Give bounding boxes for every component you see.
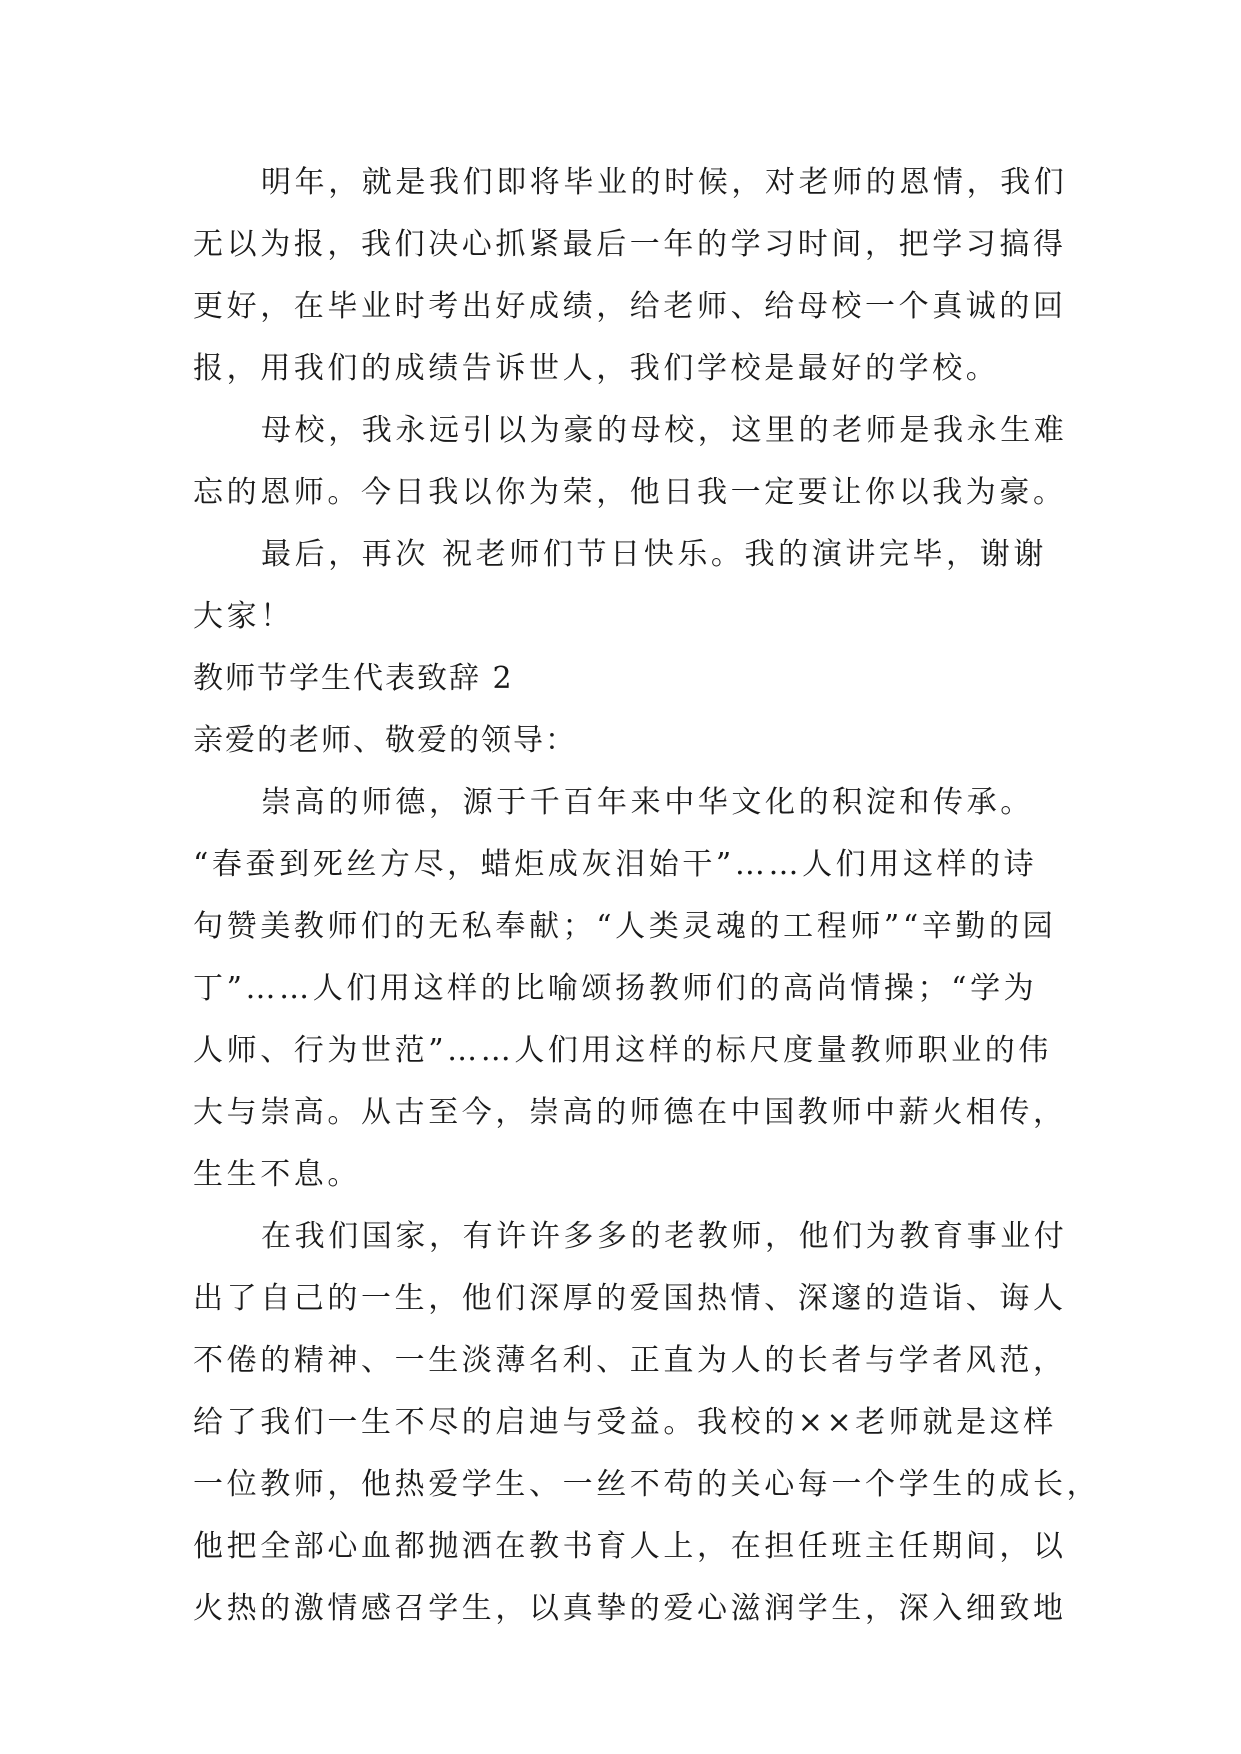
paragraph-line: 明年，就是我们即将毕业的时候，对老师的恩情，我们	[261, 165, 1068, 200]
salutation: 亲爱的老师、敬爱的领导：	[193, 723, 577, 758]
paragraph-line: 最后，再次 祝老师们节日快乐。我的演讲完毕，谢谢	[261, 537, 1047, 572]
paragraph-line: 不倦的精神、一生淡薄名利、正直为人的长者与学者风范，	[193, 1343, 1067, 1378]
paragraph-line: 一位教师，他热爱学生、一丝不苟的关心每一个学生的成长，	[193, 1467, 1101, 1502]
paragraph-line: 生生不息。	[193, 1157, 361, 1192]
section-heading: 教师节学生代表致辞 2	[193, 661, 514, 696]
paragraph-line: 母校，我永远引以为豪的母校，这里的老师是我永生难	[261, 413, 1068, 448]
paragraph-line: 大与崇高。从古至今，崇高的师德在中国教师中薪火相传，	[193, 1095, 1067, 1130]
paragraph-line: 报，用我们的成绩告诉世人，我们学校是最好的学校。	[193, 351, 1000, 386]
paragraph-line: 大家！	[193, 599, 294, 634]
paragraph-line: 丁”……人们用这样的比喻颂扬教师们的高尚情操；“学为	[193, 971, 1038, 1006]
paragraph-line: 更好，在毕业时考出好成绩，给老师、给母校一个真诚的回	[193, 289, 1067, 324]
document-body	[193, 152, 1101, 1640]
paragraph-line: 无以为报，我们决心抓紧最后一年的学习时间，把学习搞得	[193, 227, 1067, 262]
paragraph-line: 句赞美教师们的无私奉献；“人类灵魂的工程师”“辛勤的园	[193, 909, 1057, 944]
paragraph-line: 给了我们一生不尽的启迪与受益。我校的××老师就是这样	[193, 1405, 1057, 1440]
paragraph-line: 他把全部心血都抛洒在教书育人上，在担任班主任期间，以	[193, 1529, 1067, 1564]
paragraph-line: 出了自己的一生，他们深厚的爱国热情、深邃的造诣、诲人	[193, 1281, 1067, 1316]
paragraph-line: 人师、行为世范”……人们用这样的标尺度量教师职业的伟	[193, 1033, 1052, 1068]
paragraph-line: 在我们国家，有许许多多的老教师，他们为教育事业付	[261, 1219, 1068, 1254]
paragraph-line: “春蚕到死丝方尽，蜡炬成灰泪始干”……人们用这样的诗	[193, 847, 1038, 882]
paragraph-line: 崇高的师德，源于千百年来中华文化的积淀和传承。	[261, 785, 1034, 820]
paragraph-line: 忘的恩师。今日我以你为荣，他日我一定要让你以我为豪。	[193, 475, 1067, 510]
paragraph-line: 火热的激情感召学生，以真挚的爱心滋润学生，深入细致地	[193, 1591, 1067, 1626]
